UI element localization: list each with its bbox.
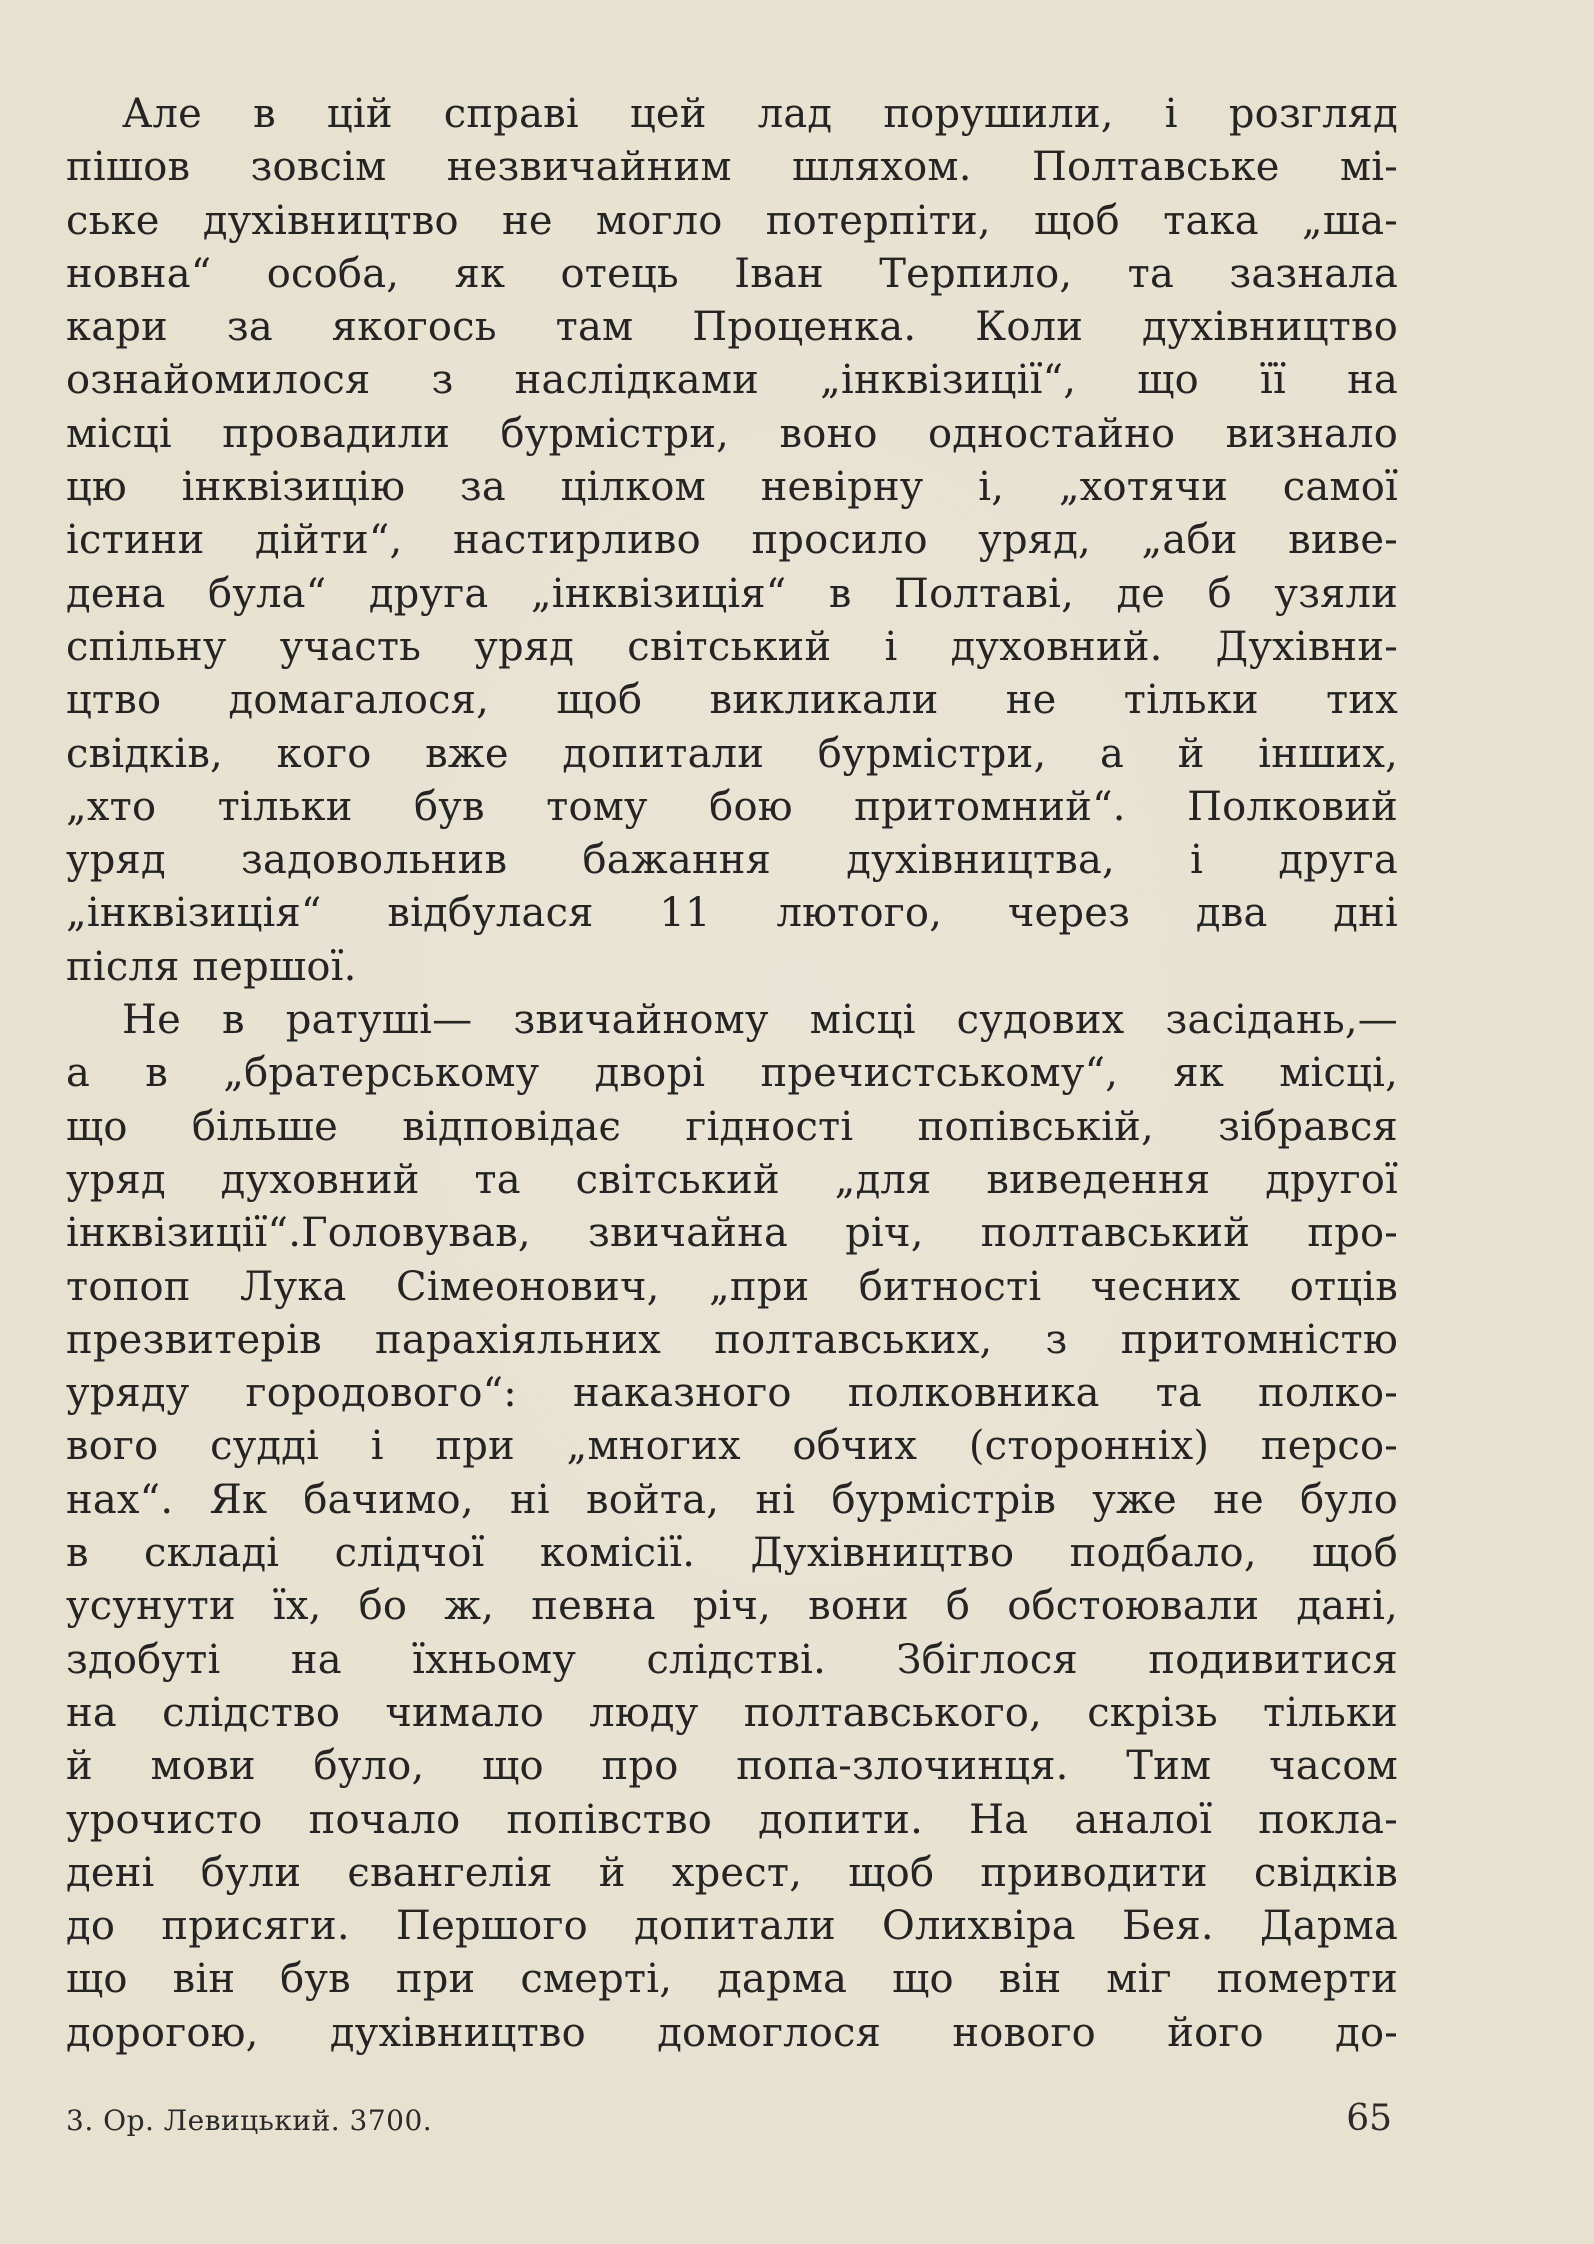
- text-line: нах“. Як бачимо, ні войта, ні бурмістрів уже не було: [66, 1476, 1398, 1523]
- text-line: після першої.: [66, 943, 357, 990]
- text-line: ознайомилося з наслідками „інквізиції“, що її на: [66, 357, 1398, 404]
- text-line: кари за якогось там Проценка. Коли духівництво: [66, 304, 1398, 351]
- text-line: Не в ратуші— звичайному місці судових засідань,—: [122, 997, 1398, 1044]
- paragraph: [66, 994, 1398, 2060]
- text-line: свідків, кого вже допитали бурмістри, а й інших,: [66, 730, 1398, 777]
- text-line: „хто тільки був тому бою притомний“. Полковий: [66, 783, 1398, 830]
- text-line: дорогою, духівництво домоглося нового його до-: [66, 2009, 1398, 2056]
- text-line: місці провадили бурмістри, воно одностайно визнало: [66, 410, 1398, 457]
- text-line: а в „братерському дворі пречистському“, як місці,: [66, 1050, 1398, 1097]
- text-line: що більше відповідає гідності попівській, зібрався: [66, 1103, 1398, 1150]
- text-line: цтво домагалося, щоб викликали не тільки тих: [66, 677, 1398, 724]
- text-line: усунути їх, бо ж, певна річ, вони б обстоювали дані,: [66, 1583, 1398, 1630]
- text-line: дена була“ друга „інквізиція“ в Полтаві, де б узяли: [66, 570, 1398, 617]
- text-line: пішов зовсім незвичайним шляхом. Полтавське мі-: [66, 144, 1398, 191]
- text-line: на слідство чимало люду полтавського, скрізь тільки: [66, 1689, 1398, 1736]
- page-footer: [66, 2098, 1392, 2142]
- text-line: істини дійти“, настирливо просило уряд, „аби виве-: [66, 517, 1398, 564]
- page-number: 65: [1346, 2098, 1392, 2139]
- body-text: [66, 88, 1398, 2060]
- printer-signature: 3. Ор. Левицький. 3700.: [66, 2104, 433, 2137]
- paragraph: [66, 88, 1398, 994]
- text-line: в складі слідчої комісії. Духівництво подбало, щоб: [66, 1530, 1398, 1577]
- text-line: уряд задовольнив бажання духівництва, і друга: [66, 837, 1398, 884]
- text-line: Але в цій справі цей лад порушили, і розгляд: [122, 91, 1398, 137]
- text-line: спільну участь уряд світський і духовний. Духівни-: [66, 623, 1398, 670]
- text-line: топоп Лука Сімеонович, „при битності чесних отців: [66, 1263, 1398, 1310]
- text-line: урочисто почало попівство допити. На аналої покла-: [66, 1796, 1398, 1843]
- text-line: „інквізиція“ відбулася 11 лютого, через два дні: [66, 890, 1398, 937]
- text-line: здобуті на їхньому слідстві. Збіглося подивитися: [66, 1636, 1398, 1683]
- text-line: дені були євангелія й хрест, щоб приводити свідків: [66, 1849, 1398, 1896]
- text-line: до присяги. Першого допитали Олихвіра Бея. Дарма: [66, 1903, 1398, 1950]
- text-line: уряду городового“: наказного полковника та полко-: [66, 1370, 1398, 1417]
- text-line: що він був при смерті, дарма що він міг померти: [66, 1956, 1398, 2003]
- text-line: презвитерів парахіяльних полтавських, з притомністю: [66, 1316, 1398, 1363]
- text-line: й мови було, що про попа-злочинця. Тим часом: [66, 1743, 1398, 1790]
- text-line: інквізиції“.Головував, звичайна річ, полтавський про-: [66, 1210, 1398, 1257]
- text-line: уряд духовний та світський „для виведення другої: [66, 1156, 1398, 1203]
- text-line: ське духівництво не могло потерпіти, щоб така „ша-: [66, 197, 1398, 244]
- text-line: цю інквізицію за цілком невірну і, „хотячи самої: [66, 464, 1398, 511]
- text-line: вого судді і при „многих обчих (сторонніх) персо-: [66, 1423, 1398, 1470]
- text-line: новна“ особа, як отець Іван Терпило, та зазнала: [66, 250, 1398, 297]
